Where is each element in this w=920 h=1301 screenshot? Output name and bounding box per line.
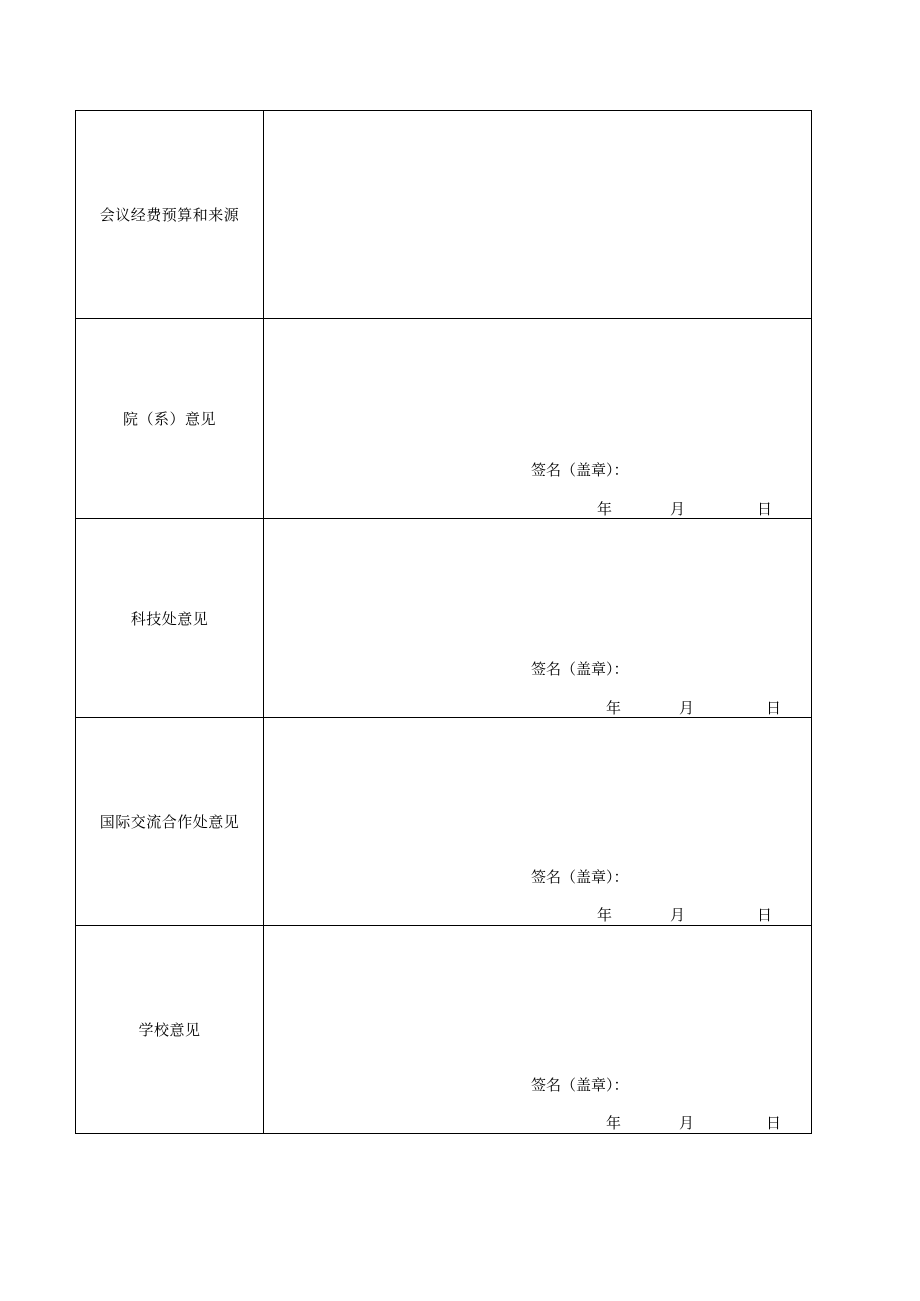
- date-year-label: 年: [606, 1114, 622, 1132]
- form-row-budget: [76, 111, 812, 319]
- form-row-school: [76, 926, 812, 1134]
- signature-seal-label: 签名（盖章）：: [531, 868, 629, 886]
- signature-seal-label: 签名（盖章）：: [531, 1076, 629, 1094]
- form-row-science-office: [76, 519, 812, 718]
- science-office-opinion-field[interactable]: [264, 519, 812, 718]
- form-row-department: [76, 319, 812, 519]
- science-office-opinion-label: 科技处意见: [76, 519, 264, 718]
- approval-form-table: [75, 110, 812, 1134]
- signature-seal-label: 签名（盖章）：: [531, 660, 629, 678]
- international-office-opinion-label: 国际交流合作处意见: [76, 718, 264, 926]
- date-day-label: 日: [757, 500, 773, 518]
- date-month-label: 月: [670, 500, 686, 518]
- date-month-label: 月: [679, 699, 695, 717]
- date-month-label: 月: [679, 1114, 695, 1132]
- school-opinion-label: 学校意见: [76, 926, 264, 1134]
- date-year-label: 年: [597, 500, 613, 518]
- budget-content-field[interactable]: [264, 111, 812, 319]
- school-opinion-field[interactable]: [264, 926, 812, 1134]
- date-day-label: 日: [766, 1114, 782, 1132]
- department-opinion-field[interactable]: [264, 319, 812, 519]
- signature-seal-label: 签名（盖章）：: [531, 461, 629, 479]
- department-opinion-label: 院（系）意见: [76, 319, 264, 519]
- date-day-label: 日: [757, 906, 773, 924]
- date-year-label: 年: [606, 699, 622, 717]
- international-office-opinion-field[interactable]: [264, 718, 812, 926]
- date-day-label: 日: [766, 699, 782, 717]
- date-month-label: 月: [670, 906, 686, 924]
- form-row-international-office: [76, 718, 812, 926]
- date-year-label: 年: [597, 906, 613, 924]
- budget-label: 会议经费预算和来源: [76, 111, 264, 319]
